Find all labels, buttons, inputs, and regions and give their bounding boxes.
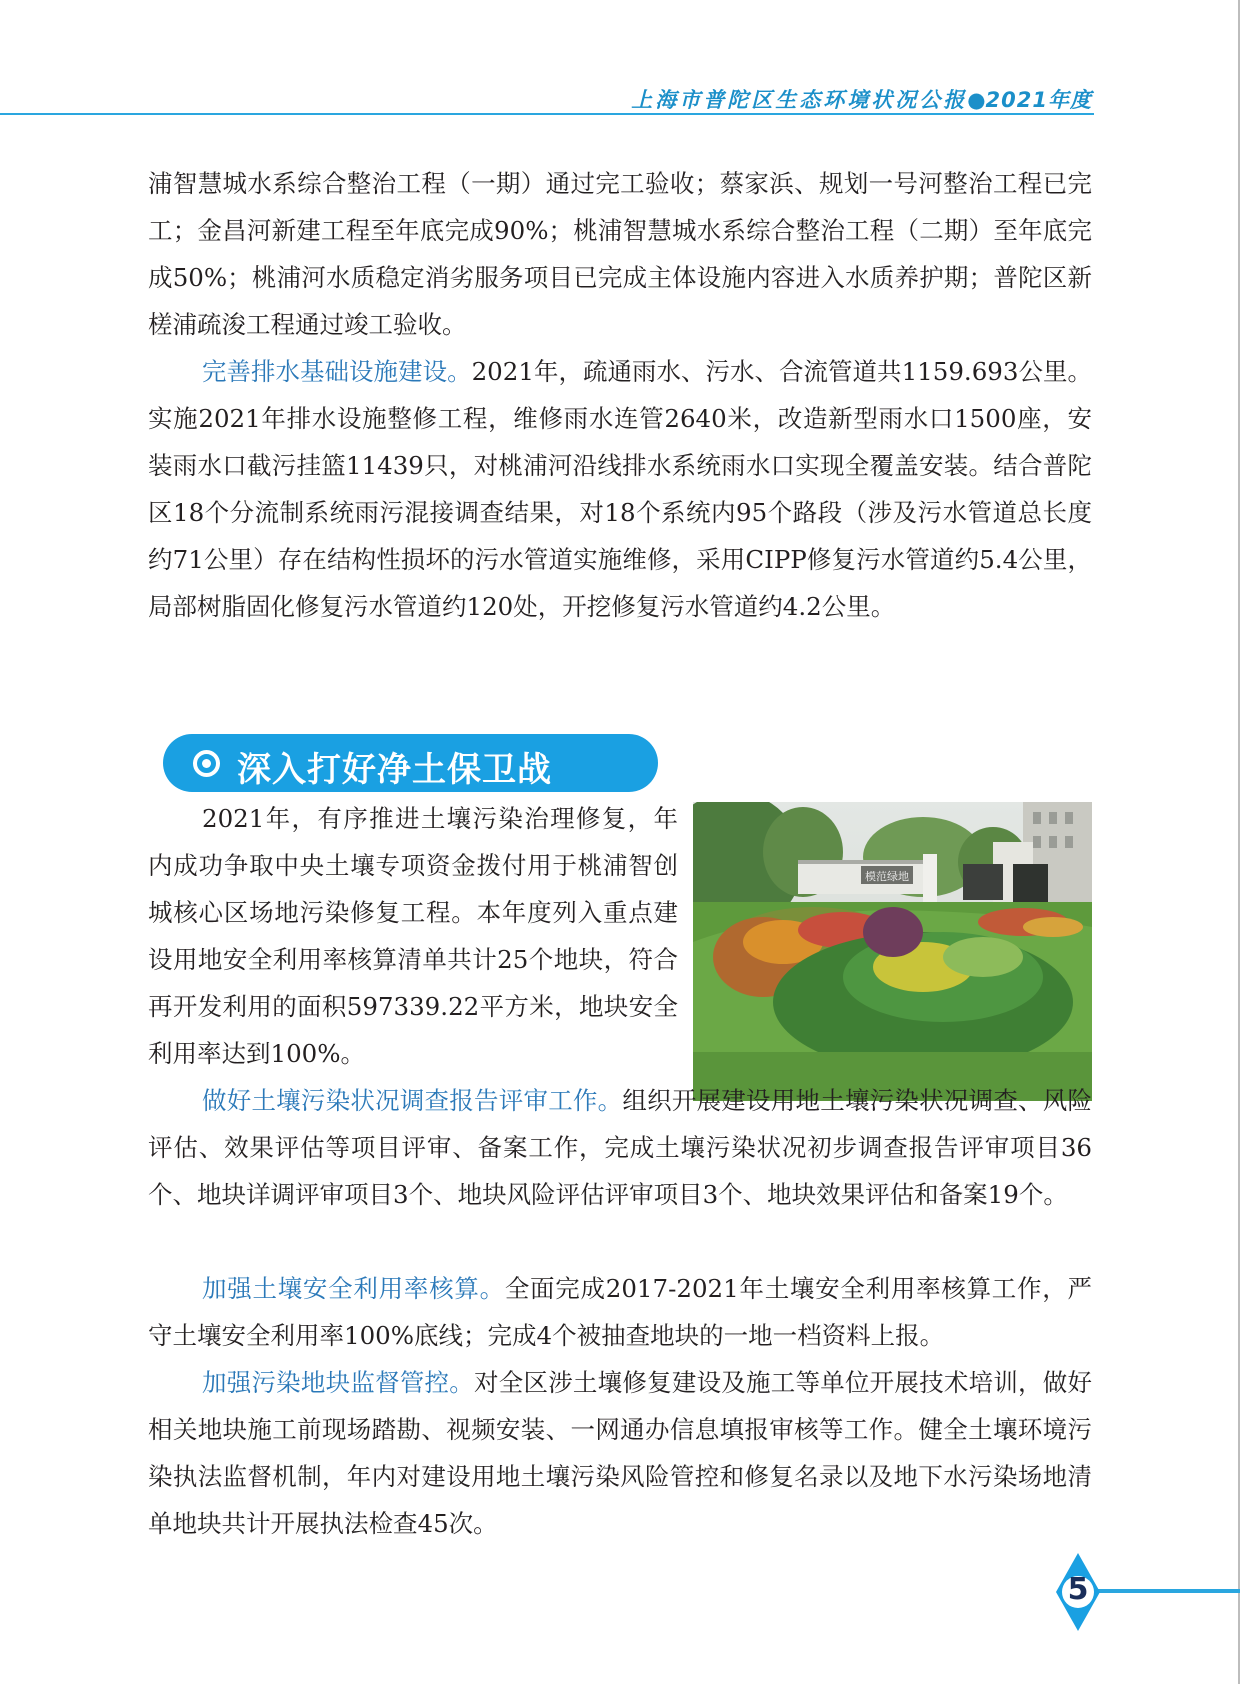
paragraph-soil-survey — [148, 1077, 1092, 1218]
target-ring-icon — [193, 750, 220, 777]
land-supervision-lead: 加强污染地块监督管控。 — [202, 1368, 475, 1397]
garden-photo-illustration — [693, 802, 1092, 1101]
section-heading-soil — [163, 734, 658, 792]
paragraph-drainage — [148, 348, 1092, 630]
soil-survey-text: 组织开展建设用地土壤污染状况调查、风险评估、效果评估等项目评审、备案工作，完成土壤污染状况初步调查报告评审项目36个、地块详调评审项目3个、地块风险评估评审项目3个、地块效果评估和备案19个。 — [148, 1086, 1093, 1209]
garden-photo — [693, 802, 1092, 1101]
section-heading-text: 深入打好净土保卫战 — [237, 750, 552, 790]
header-rule — [0, 113, 1094, 115]
header-separator: ● — [967, 88, 986, 112]
header-year: 2021年度 — [985, 88, 1092, 112]
drainage-lead: 完善排水基础设施建设。 — [202, 357, 472, 386]
running-header — [0, 84, 1094, 114]
paragraph-soil-remediation-text: 2021年，有序推进土壤污染治理修复，年内成功争取中央土壤专项资金拨付用于桃浦智创城核心区场地污染修复工程。本年度列入重点建设用地安全利用率核算清单共计25个地块，符合再开发利用的面积597339.22平方米，地块安全利用率达到100%。 — [148, 804, 678, 1068]
paragraph-water-projects — [148, 160, 1092, 348]
footer-rule — [1090, 1589, 1240, 1593]
paragraph-soil-remediation — [148, 795, 678, 1077]
page-number: 5 — [1067, 1572, 1089, 1607]
soil-safety-lead: 加强土壤安全利用率核算。 — [202, 1274, 505, 1303]
paragraph-land-supervision — [148, 1359, 1092, 1547]
photo-sign-text: 模范绿地 — [865, 870, 909, 883]
drainage-text: 2021年，疏通雨水、污水、合流管道共1159.693公里。实施2021年排水设施整修工程，维修雨水连管2640米，改造新型雨水口1500座，安装雨水口截污挂篮11439只，对桃浦河沿线排水系统雨水口实现全覆盖安装。结合普陀区18个分流制系统雨污混接调查结果，对18个系统内95个路段（涉及污水管道总长度约71公里）存在结构性损坏的污水管道实施维修，采用CIPP修复污水管道约5.4公里，局部树脂固化修复污水管道约120处，开挖修复污水管道约4.2公里。 — [148, 357, 1092, 621]
header-title-text: 上海市普陀区生态环境状况公报 — [631, 88, 968, 112]
paragraph-water-projects-text: 浦智慧城水系综合整治工程（一期）通过完工验收；蔡家浜、规划一号河整治工程已完工；金昌河新建工程至年底完成90%；桃浦智慧城水系综合整治工程（二期）至年底完成50%；桃浦河水质稳定消劣服务项目已完成主体设施内容进入水质养护期；普陀区新槎浦疏浚工程通过竣工验收。 — [148, 169, 1092, 339]
soil-safety-text: 全面完成2017-2021年土壤安全利用率核算工作，严守土壤安全利用率100%底线；完成4个被抽查地块的一地一档资料上报。 — [148, 1274, 1092, 1350]
paragraph-soil-safety — [148, 1265, 1092, 1359]
soil-survey-lead: 做好土壤污染状况调查报告评审工作。 — [202, 1086, 623, 1115]
header-title — [631, 84, 1092, 114]
land-supervision-text: 对全区涉土壤修复建设及施工等单位开展技术培训，做好相关地块施工前现场踏勘、视频安装、一网通办信息填报审核等工作。健全土壤环境污染执法监督机制，年内对建设用地土壤污染风险管控和修复名录以及地下水污染场地清单地块共计开展执法检查45次。 — [148, 1368, 1092, 1538]
